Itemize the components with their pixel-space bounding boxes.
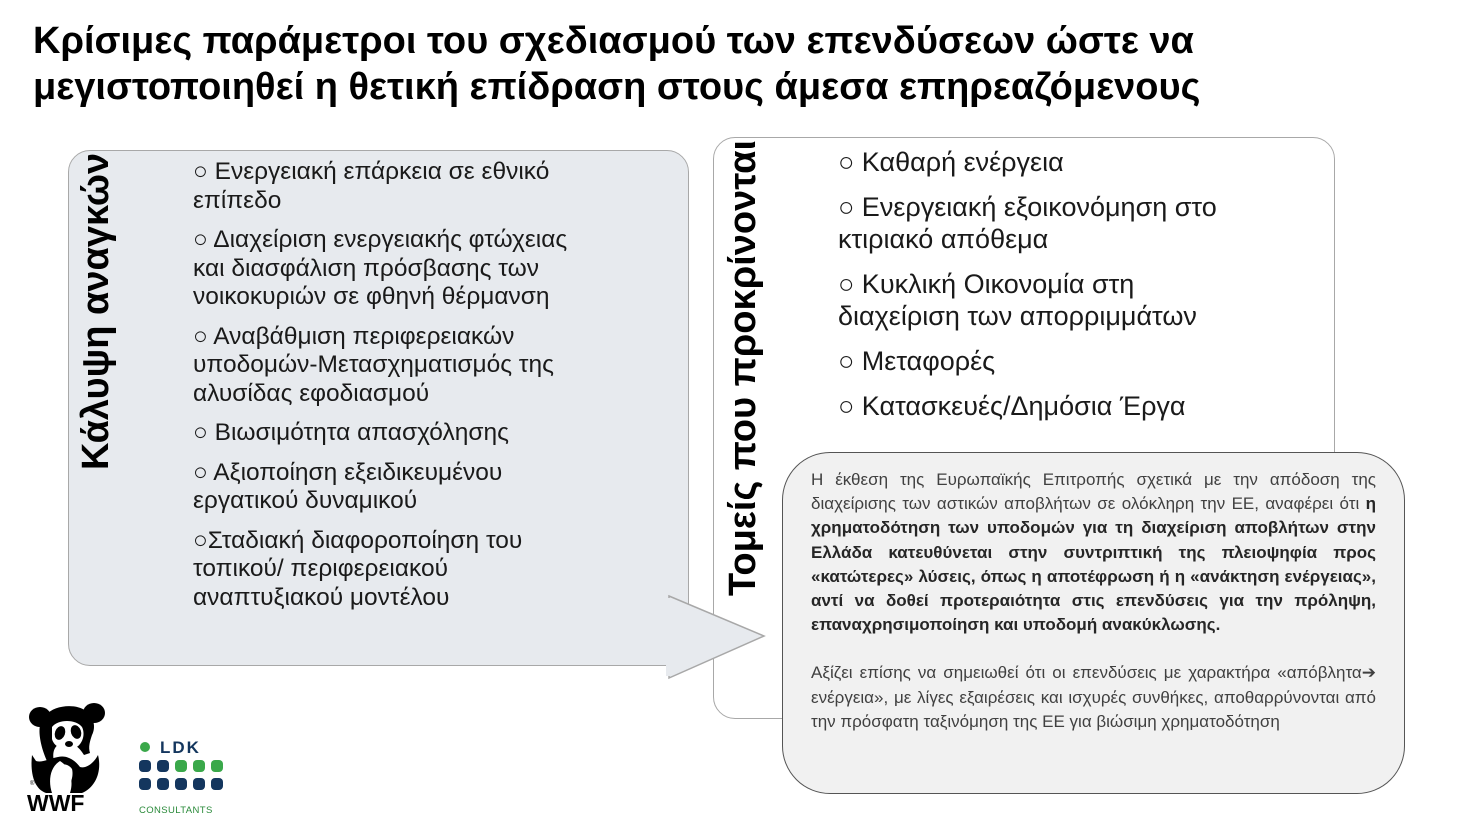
note-text-b: ενέργεια», με λίγες εξαιρέσεις και ισχυρές συνθήκες, αποθαρρύνονται από την πρόσφατη ταξινόμηση της ΕΕ για βιώσιμη χρηματοδότηση (811, 687, 1376, 731)
sectors-list (838, 146, 1318, 435)
needs-list (193, 158, 673, 623)
svg-text:®: ® (30, 781, 35, 787)
page-title (33, 18, 1453, 110)
ldk-dot (157, 778, 169, 790)
note-intro: Η έκθεση της Ευρωπαϊκής Επιτροπής σχετικά με την απόδοση της διαχείρισης των αστικών αποβλήτων σε ολόκληρη την ΕΕ, αναφέρει ότι (811, 470, 1376, 514)
note-text (811, 468, 1376, 734)
list-item: ○ Βιωσιμότητα απασχόλησης (193, 419, 509, 446)
list-item: ○ Διαχείριση ενεργειακής φτώχειας και διασφάλιση πρόσβασης των νοικοκυριών σε φθηνή θέρμανση (193, 226, 568, 310)
ldk-dot (193, 760, 205, 772)
ldk-dot (193, 778, 205, 790)
note-highlight: η χρηματοδότηση των υποδομών για τη διαχείριση αποβλήτων στην Ελλάδα κατευθύνεται στην συντριπτική της πλειοψηφία προς «κατώτερες» λύσεις, όπως η αποτέφρωση ή η «ανάκτηση ενέργειας», αντί να δοθεί προτεραιότητα στις επενδύσεις για την πρόληψη, επαναχρησιμοποίηση και υποδομή ανακύκλωσης. (811, 494, 1376, 635)
wwf-logo-text: WWF (27, 790, 85, 816)
note-text-a: Αξίζει επίσης να σημειωθεί ότι οι επενδύσεις με χαρακτήρα «απόβλητα (811, 663, 1362, 683)
list-item: ○ Αναβάθμιση περιφερειακών υποδομών-Μετασχηματισμός της αλυσίδας εφοδιασμού (193, 322, 554, 407)
note-paragraph-2 (811, 661, 1376, 734)
list-item: ○Σταδιακή διαφοροποίηση του τοπικού/ περιφερειακού αναπτυξιακού μοντέλου (193, 526, 523, 611)
ldk-dot (175, 760, 187, 772)
ldk-dot (211, 760, 223, 772)
sectors-label: Τομείς που προκρίνονται (722, 139, 764, 596)
ldk-dot (139, 760, 151, 772)
list-item: ○ Καθαρή ενέργεια (838, 147, 1064, 177)
ldk-dot (175, 778, 187, 790)
list-item: ○ Ενεργειακή εξοικονόμηση στο κτιριακό απόθεμα (838, 192, 1217, 254)
list-item: ○ Ενεργειακή επάρκεια σε εθνικό επίπεδο (193, 158, 550, 214)
ldk-logo-text: LDK (160, 738, 201, 757)
page-title-line-1: Κρίσιμες παράμετροι του σχεδιασμού των επενδύσεων ώστε να (33, 20, 1194, 62)
ldk-dot (211, 778, 223, 790)
note-paragraph-1 (811, 468, 1376, 637)
ldk-dot (157, 760, 169, 772)
list-item: ○ Αξιοποίηση εξειδικευμένου εργατικού δυναμικού (193, 458, 503, 514)
ldk-logo-subtitle: CONSULTANTS (139, 805, 213, 816)
page-title-line-2: μεγιστοποιηθεί η θετική επίδραση στους άμεσα επηρεαζόμενους (33, 66, 1201, 108)
list-item: ○ Μεταφορές (838, 346, 996, 376)
ldk-dot (139, 778, 151, 790)
list-item: ○ Κατασκευές/Δημόσια Έργα (838, 391, 1186, 421)
list-item: ○ Κυκλική Οικονομία στη διαχείριση των απορριμμάτων (838, 269, 1197, 331)
needs-label: Κάλυψη αναγκών (75, 152, 117, 470)
arrow-icon: ➔ (1361, 663, 1376, 683)
